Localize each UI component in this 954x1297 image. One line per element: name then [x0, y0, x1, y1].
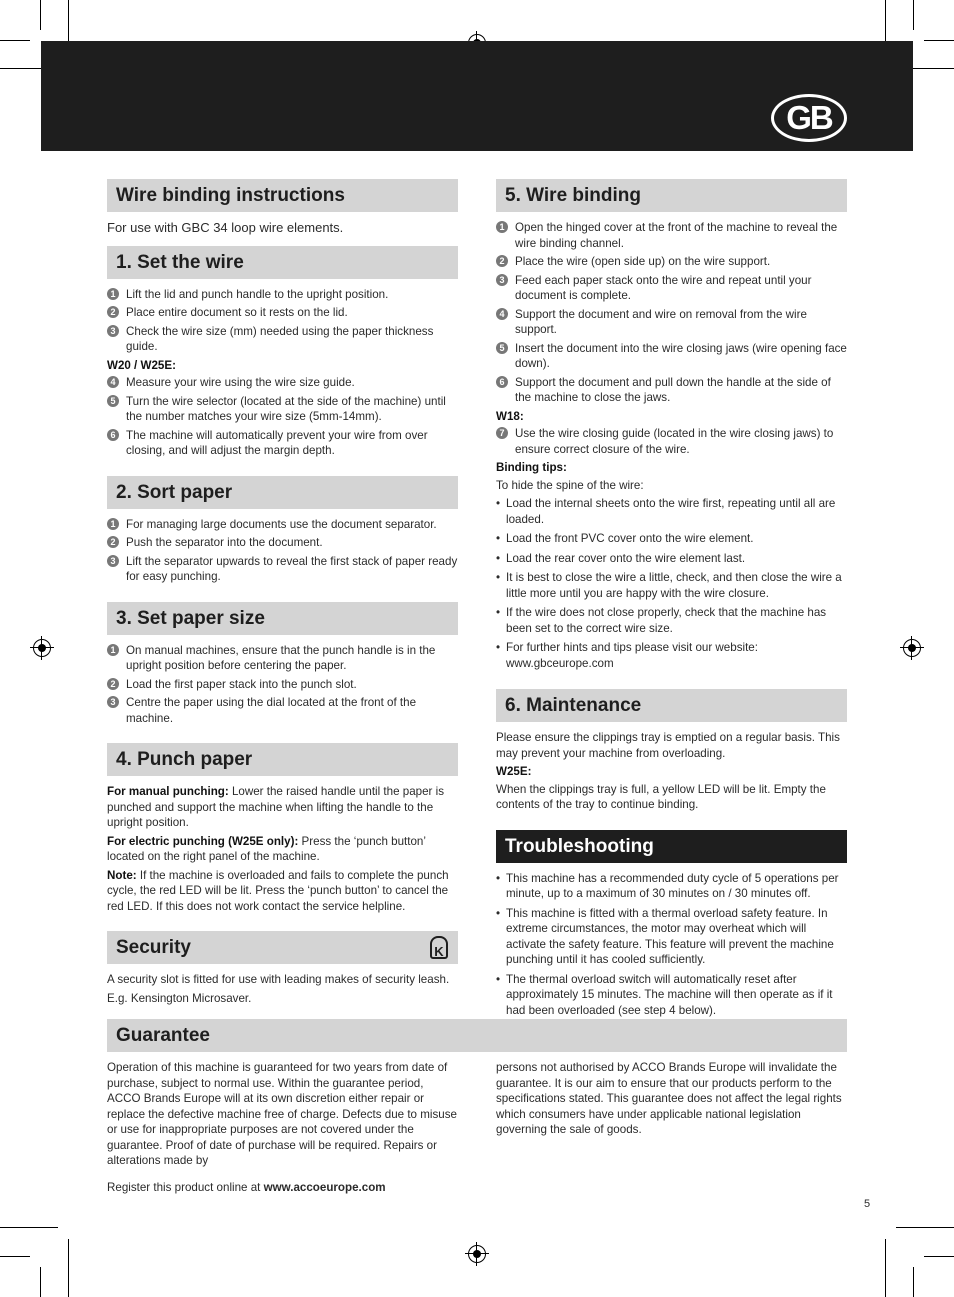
crop-mark	[40, 1267, 41, 1297]
section-heading	[107, 931, 458, 964]
guarantee-text-col2: persons not authorised by ACCO Brands Europe will invalidate the guarantee. It is our aim to ensure that our products perform to the specifications stated. This guarantee does not affect the legal rights which consumers have under applicable national legislation governing the sale of goods.	[496, 1061, 842, 1136]
paragraph: E.g. Kensington Microsaver.	[107, 991, 252, 1005]
section-heading: Troubleshooting	[496, 830, 847, 863]
step-number-icon: 5	[496, 342, 508, 354]
step-item	[496, 220, 847, 251]
paragraph-text: Lower the raised handle until the paper is punched and support the machine when lifting the handle to the upright position.	[107, 785, 444, 829]
step-text: Support the document and pull down the handle at the side of the machine to close the jaws.	[515, 375, 831, 404]
step-text: Load the first paper stack into the punch slot.	[126, 677, 357, 691]
tip-text: Load the rear cover onto the wire element last.	[506, 551, 746, 565]
crop-mark	[913, 0, 914, 30]
section-heading: 6. Maintenance	[496, 689, 847, 722]
section-heading: 4. Punch paper	[107, 743, 458, 776]
step-number-icon: 3	[107, 555, 119, 567]
step-number-icon: 2	[496, 255, 508, 267]
step-number-icon: 3	[496, 274, 508, 286]
trouble-item: • The thermal overload switch will automatically reset after approximately 15 minutes. The machine will then operate as if it had been overloaded (see step 4 below).	[496, 972, 847, 1019]
step-text: Lift the separator upwards to reveal the first stack of paper ready for easy punching.	[126, 554, 458, 583]
tip-item: • Load the rear cover onto the wire element last.	[496, 551, 746, 565]
step-number-icon: 4	[107, 376, 119, 388]
paragraph-lead: Note:	[107, 868, 137, 882]
registration-mark-icon	[903, 639, 921, 657]
paragraph: A security slot is fitted for use with leading makes of security leash.	[107, 973, 450, 986]
tip-text: Load the front PVC cover onto the wire element.	[506, 532, 754, 545]
model-subheading: W18:	[496, 409, 524, 423]
step-item	[107, 535, 458, 551]
register-text: Register this product online at	[107, 1180, 264, 1194]
crop-mark	[68, 1239, 69, 1297]
step-number-icon: 2	[107, 678, 119, 690]
step-number-icon: 3	[107, 696, 119, 708]
trouble-item: • This machine has a recommended duty cycle of 5 operations per minute, up to a maximum of 30 minutes on / 30 minutes off.	[496, 871, 847, 902]
tip-text: It is best to close the wire a little, check, and then close the wire a little more until you are happy with the wire closure.	[506, 571, 842, 600]
step-text: Measure your wire using the wire size guide.	[126, 376, 355, 389]
step-text: Insert the document into the wire closing jaws (wire opening face down).	[515, 341, 847, 370]
step-text: Place the wire (open side up) on the wire support.	[515, 255, 771, 268]
model-subheading: W20 / W25E:	[107, 358, 176, 372]
tip-item: • Load the front PVC cover onto the wire element.	[496, 532, 754, 545]
step-item	[107, 305, 458, 321]
tips-subheading: Binding tips:	[496, 461, 567, 474]
step-text: Lift the lid and punch handle to the upright position.	[126, 287, 389, 301]
paragraph-text: If the machine is overloaded and fails to complete the punch cycle, the red LED will be lit. Press the ‘punch button’ to cancel the red LED. If this does not work contact the service helpline.	[107, 868, 449, 913]
right-column	[496, 179, 847, 1022]
step-number-icon: 3	[107, 325, 119, 337]
section-heading: Wire binding instructions	[107, 179, 458, 212]
section-title: Security	[116, 937, 191, 958]
language-badge: GB	[771, 94, 847, 142]
section-heading: 1. Set the wire	[107, 246, 458, 279]
crop-mark	[0, 1227, 58, 1228]
paragraph: Please ensure the clippings tray is emptied on a regular basis. This may prevent your machine from overloading.	[496, 731, 840, 760]
kensington-letter: K	[434, 944, 444, 959]
left-column	[107, 179, 458, 1009]
section-heading: 5. Wire binding	[496, 179, 847, 212]
step-item	[107, 394, 458, 425]
guarantee-text-col1: Operation of this machine is guaranteed for two years from date of purchase, subject to normal use. Within the guarantee period, ACCO Brands Europe will at its own discretion either repair or replace the defective machine free of charge. Defects due to misuse or use for inappropriate purposes are not covered under the guarantee. Proof of date of purchase will be required. Repairs or alterations made by	[107, 1061, 457, 1167]
step-number-icon: 1	[107, 518, 119, 530]
tip-item: • Load the internal sheets onto the wire first, repeating until all are loaded.	[496, 496, 847, 527]
crop-mark	[40, 0, 41, 30]
step-item	[496, 375, 847, 406]
paragraph: When the clippings tray is full, a yellow LED will be lit. Empty the contents of the tray to continue binding.	[496, 782, 826, 811]
crop-mark	[924, 1256, 954, 1257]
tip-text: Load the internal sheets onto the wire first, repeating until all are loaded.	[506, 497, 836, 526]
intro-text: For use with GBC 34 loop wire elements.	[107, 220, 344, 235]
step-number-icon: 5	[107, 395, 119, 407]
paragraph-text: Press the ‘punch button’ located on the right panel of the machine.	[107, 834, 426, 863]
header-band	[41, 41, 913, 151]
kensington-lock-icon	[430, 936, 448, 959]
trouble-item: • This machine is fitted with a thermal overload safety feature. In extreme circumstances, the motor may overheat which will activate the safety feature. This feature will prevent the machine punching until it has cooled sufficiently.	[496, 906, 847, 968]
step-text: Check the wire size (mm) needed using the paper thickness guide.	[126, 324, 434, 353]
step-item	[496, 341, 847, 372]
step-item	[107, 517, 458, 533]
step-number-icon: 4	[496, 308, 508, 320]
crop-mark	[924, 40, 954, 41]
step-text: Feed each paper stack onto the wire and repeat until your document is complete.	[515, 273, 812, 302]
crop-mark	[0, 40, 30, 41]
paragraph	[107, 868, 458, 915]
trouble-text: The thermal overload switch will automatically reset after approximately 15 minutes. The machine will then operate as if it had been overloaded (see step 4 below).	[506, 972, 833, 1017]
step-item	[107, 428, 458, 459]
step-text: Use the wire closing guide (located in the wire closing jaws) to ensure correct closure of the wire.	[515, 427, 834, 456]
tip-text: If the wire does not close properly, check that the machine has been set to the correct wire size.	[506, 606, 827, 635]
step-item	[107, 324, 458, 355]
step-number-icon: 7	[496, 427, 508, 439]
step-item	[107, 554, 458, 585]
section-heading: Guarantee	[107, 1019, 847, 1052]
step-text: Support the document and wire on removal from the wire support.	[515, 307, 807, 336]
crop-mark	[913, 1267, 914, 1297]
step-item	[496, 254, 847, 270]
section-heading: 3. Set paper size	[107, 602, 458, 635]
crop-mark	[885, 1239, 886, 1297]
step-number-icon: 1	[496, 221, 508, 233]
step-text: Push the separator into the document.	[126, 536, 323, 549]
tip-text: For further hints and tips please visit our website: www.gbceurope.com	[506, 641, 758, 670]
paragraph	[107, 834, 458, 865]
paragraph: To hide the spine of the wire:	[496, 478, 644, 492]
step-number-icon: 2	[107, 306, 119, 318]
step-item	[496, 307, 847, 338]
registration-mark-icon	[468, 1245, 486, 1263]
crop-mark	[0, 1256, 30, 1257]
registration-mark-icon	[33, 639, 51, 657]
trouble-text: This machine is fitted with a thermal overload safety feature. In extreme circumstances, the motor may overheat which will activate the safety feature. This feature will prevent the machine punching until it has cooled sufficiently.	[506, 906, 834, 966]
step-text: Open the hinged cover at the front of the machine to reveal the wire binding channel.	[515, 221, 838, 250]
step-item	[496, 426, 847, 457]
step-text: Place entire document so it rests on the lid.	[126, 306, 348, 319]
trouble-text: This machine has a recommended duty cycle of 5 operations per minute, up to a maximum of 30 minutes on / 30 minutes off.	[506, 871, 839, 900]
crop-mark	[896, 1227, 954, 1228]
step-item	[107, 375, 458, 391]
register-link[interactable]: www.accoeurope.com	[263, 1180, 386, 1194]
step-number-icon: 6	[107, 429, 119, 441]
tip-item: • It is best to close the wire a little, check, and then close the wire a little more until you are happy with the wire closure.	[496, 570, 847, 601]
section-heading: 2. Sort paper	[107, 476, 458, 509]
page-number: 5	[864, 1198, 871, 1210]
step-text: The machine will automatically prevent your wire from over closing, and will adjust the margin depth.	[126, 428, 428, 457]
step-text: Turn the wire selector (located at the side of the machine) until the number matches your wire size (5mm-14mm).	[126, 394, 446, 423]
paragraph-lead: For electric punching (W25E only):	[107, 834, 299, 848]
paragraph-lead: For manual punching:	[107, 785, 229, 798]
step-number-icon: 1	[107, 288, 119, 300]
step-number-icon: 1	[107, 644, 119, 656]
guarantee-section	[107, 1019, 847, 1195]
tip-item: • If the wire does not close properly, check that the machine has been set to the correct wire size.	[496, 605, 847, 636]
tip-item: • For further hints and tips please visit our website: www.gbceurope.com	[496, 640, 847, 671]
step-item	[496, 273, 847, 304]
step-item	[107, 695, 458, 726]
step-number-icon: 6	[496, 376, 508, 388]
step-text: For managing large documents use the document separator.	[126, 517, 437, 531]
step-item	[107, 287, 458, 303]
model-subheading: W25E:	[496, 765, 532, 778]
paragraph	[107, 784, 458, 831]
step-text: Centre the paper using the dial located at the front of the machine.	[126, 696, 417, 725]
register-line	[107, 1180, 847, 1196]
step-number-icon: 2	[107, 536, 119, 548]
step-item	[107, 677, 458, 693]
step-text: On manual machines, ensure that the punch handle is in the upright position before centering the paper.	[126, 643, 436, 672]
step-item	[107, 643, 458, 674]
